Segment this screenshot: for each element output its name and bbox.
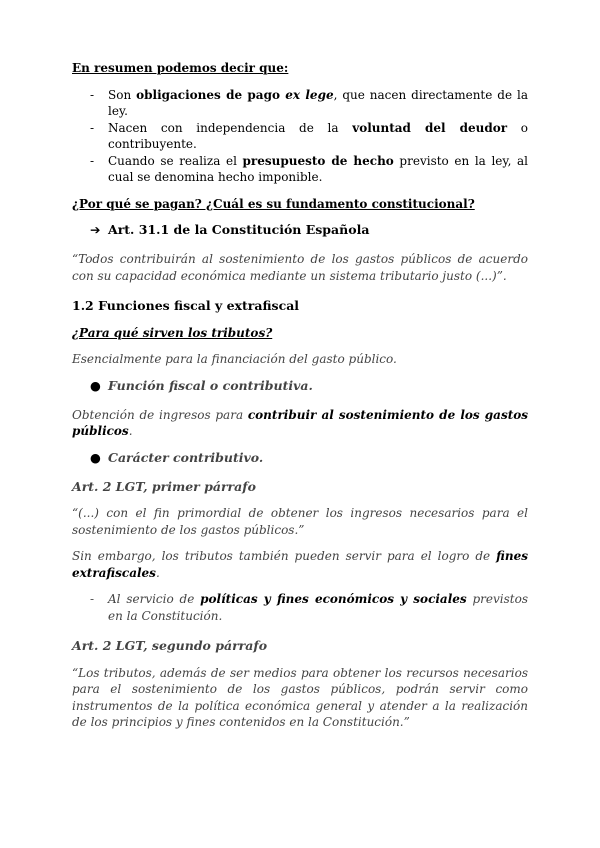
constitution-quote: “Todos contribuirán al sostenimiento de los gastos públicos de acuerdo con su capacidad económica mediante un sistema tributario justo (...)”. (72, 252, 528, 283)
sin-embargo-bold: fines extrafiscales (72, 549, 528, 580)
obtencion-bold: contribuir al sostenimiento de los gastos públicos (72, 407, 528, 438)
bullet-icon: ● (90, 449, 101, 465)
art2-first-quote: “(...) con el fin primordial de obtener los ingresos necesarios para el sostenimiento de los gastos públicos.” (72, 506, 528, 537)
art2-second-quote: “Los tributos, además de ser medios para obtener los recursos necesarios para el sostenimiento de los gastos públicos, podrán servir como instrumentos de la política económica general y atender a la realización de los principios y fines contenidos en la Constitución.” (72, 665, 528, 729)
bullet-fiscal (90, 378, 528, 393)
servicio-item (72, 591, 528, 624)
document-page (72, 60, 528, 731)
art2-second-heading: Art. 2 LGT, segundo párrafo (72, 638, 268, 653)
article-title: Art. 31.1 de la Constitución Española (108, 222, 370, 237)
bullet-text: Carácter contributivo. (108, 449, 264, 465)
summary-item-bold: voluntad del deudor (352, 120, 508, 135)
summary-list (72, 87, 528, 186)
summary-heading: En resumen podemos decir que: (72, 61, 289, 75)
section-question: ¿Para qué sirven los tributos? (72, 325, 273, 340)
summary-item (72, 120, 528, 153)
servicio-list (72, 591, 528, 624)
summary-item (72, 153, 528, 186)
bullet-contributivo (90, 450, 528, 465)
summary-item-bold-italic: ex lege (285, 87, 334, 102)
summary-item-text: o contribuyente. (108, 120, 528, 151)
summary-item-bold: presupuesto de hecho (242, 153, 394, 168)
summary-item-text: previsto en la ley, al cual se denomina hecho imponible. (108, 153, 529, 184)
obtencion-paragraph (72, 407, 528, 440)
summary-item-bold: obligaciones de pago (136, 87, 286, 102)
obtencion-text: Obtención de ingresos para (72, 407, 248, 422)
bullet-text: Función fiscal o contributiva. (108, 377, 313, 393)
sin-embargo-paragraph (72, 548, 528, 581)
summary-item-text: Son (108, 87, 137, 102)
obtencion-text: . (128, 424, 133, 438)
summary-item-text: , que nacen directamente de la ley. (108, 87, 529, 118)
fundamento-heading: ¿Por qué se pagan? ¿Cuál es su fundamento constitucional? (72, 196, 475, 211)
art2-first-heading: Art. 2 LGT, primer párrafo (72, 478, 256, 494)
servicio-text: previstos en la Constitución. (108, 592, 528, 623)
bullet-icon: ● (90, 377, 101, 393)
servicio-bold: políticas y fines económicos y sociales (200, 592, 467, 606)
article-line (90, 222, 528, 237)
summary-item-text: Nacen con independencia de la (108, 120, 353, 135)
arrow-icon: ➔ (90, 222, 101, 237)
section-intro: Esencialmente para la financiación del gasto público. (72, 352, 397, 366)
servicio-text: Al servicio de (108, 592, 201, 606)
summary-item-text: Cuando se realiza el (108, 153, 243, 168)
summary-item (72, 87, 528, 120)
sin-embargo-text: Sin embargo, los tributos también pueden servir para el logro de (72, 549, 497, 563)
sin-embargo-text: . (155, 565, 160, 580)
section-title: 1.2 Funciones fiscal y extrafiscal (72, 298, 300, 313)
